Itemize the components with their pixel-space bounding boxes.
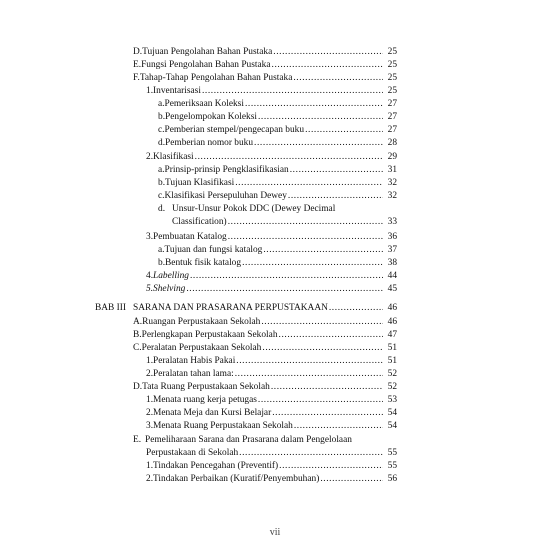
- toc-page: 52: [387, 369, 397, 379]
- leader-dots: [292, 72, 383, 84]
- toc-text-continued: Perpustakaan di Sekolah: [146, 448, 239, 458]
- toc-text: Pemberian nomor buku: [165, 138, 254, 148]
- toc-page: 55: [387, 448, 397, 458]
- leader-dots: [253, 137, 383, 149]
- toc-marker: 2.: [146, 408, 154, 418]
- toc-page: 54: [387, 408, 397, 418]
- toc-marker: 1.: [146, 86, 154, 96]
- toc-marker: 1.: [146, 356, 154, 366]
- leader-dots: [319, 473, 383, 485]
- toc-text: Klasifikasi Persepuluhan Dewey: [164, 191, 287, 201]
- toc-page: 47: [387, 330, 397, 340]
- toc-marker: 2.: [146, 369, 154, 379]
- toc-entry-d[interactable]: [133, 46, 397, 58]
- leader-dots: [194, 151, 383, 163]
- toc-marker: 2.: [146, 152, 154, 162]
- toc-marker: a.: [158, 99, 165, 109]
- toc-text: Tujuan dan fungsi katalog: [164, 245, 263, 255]
- toc-page: 55: [387, 461, 397, 471]
- toc-marker: c.: [158, 125, 165, 135]
- toc-entry-d23[interactable]: [146, 420, 397, 432]
- leader-dots: [262, 244, 383, 256]
- toc-marker: b.: [158, 258, 166, 268]
- toc-page: 36: [387, 232, 397, 242]
- toc-text: Pengelompokan Koleksi: [165, 112, 257, 122]
- leader-dots: [278, 460, 383, 472]
- toc-entry-e2[interactable]: [133, 434, 397, 446]
- toc-page: 27: [387, 112, 397, 122]
- toc-text: Bentuk fisik katalog: [165, 258, 242, 268]
- leader-dots: [244, 98, 383, 110]
- toc-marker: 1.: [146, 461, 154, 471]
- leader-dots: [227, 231, 383, 243]
- toc-entry-f3a[interactable]: [158, 244, 397, 256]
- toc-entry-f2d[interactable]: [158, 203, 397, 215]
- toc-entry-d2[interactable]: [133, 381, 397, 393]
- toc-marker: d.: [158, 204, 166, 214]
- toc-page: 31: [387, 165, 397, 175]
- toc-page: 33: [387, 217, 397, 227]
- toc-entry-f1[interactable]: [146, 85, 397, 97]
- toc-page: 25: [387, 73, 397, 83]
- toc-marker: 2.: [146, 474, 154, 484]
- toc-text: Pemeriksaan Koleksi: [164, 99, 244, 109]
- toc-marker: C.: [133, 343, 142, 353]
- leader-dots: [241, 257, 383, 269]
- toc-entry-f1b[interactable]: [158, 111, 397, 123]
- toc-marker: b.: [158, 112, 166, 122]
- toc-text: Fungsi Pengolahan Bahan Pustaka: [141, 60, 271, 70]
- toc-page: 51: [387, 343, 397, 353]
- toc-text: Peralatan Habis Pakai: [153, 356, 236, 366]
- toc-page: 25: [387, 47, 397, 57]
- leader-dots: [278, 329, 383, 341]
- toc-page: 27: [387, 125, 397, 135]
- toc-text: Shelving: [153, 284, 186, 294]
- toc-entry-c1[interactable]: [146, 355, 397, 367]
- toc-page: 52: [387, 382, 397, 392]
- toc-entry-f2[interactable]: [146, 151, 397, 163]
- toc-page: 46: [387, 317, 397, 327]
- toc-text: Tujuan Klasifikasi: [165, 178, 235, 188]
- toc-marker: D.: [133, 382, 143, 392]
- leader-dots: [270, 381, 383, 393]
- toc-text-continued: Classification): [172, 217, 227, 227]
- toc-page: 25: [387, 60, 397, 70]
- toc-text: Inventarisasi: [153, 86, 201, 96]
- toc-entry-c2[interactable]: [146, 368, 397, 380]
- toc-marker: F.: [133, 73, 140, 83]
- leader-dots: [260, 316, 383, 328]
- toc-marker: A.: [133, 317, 143, 327]
- toc-entry-d21[interactable]: [146, 394, 397, 406]
- toc-entry-d22[interactable]: [146, 407, 397, 419]
- chapter-title: SARANA DAN PRASARANA PERPUSTAKAAN: [133, 303, 328, 313]
- leader-dots: [227, 216, 383, 228]
- toc-page: 54: [387, 421, 397, 431]
- toc-entry-c[interactable]: [133, 342, 397, 354]
- leader-dots: [271, 407, 383, 419]
- toc-entry-e2-cont[interactable]: [146, 447, 397, 459]
- toc-page: 28: [387, 138, 397, 148]
- toc-text: Prinsip-prinsip Pengklasifikasian: [164, 165, 289, 175]
- toc-text: Labelling: [153, 271, 189, 281]
- leader-dots: [185, 283, 383, 295]
- toc-text: Tujuan Pengolahan Bahan Pustaka: [142, 47, 273, 57]
- toc-marker: B.: [133, 330, 142, 340]
- toc-page: 32: [387, 178, 397, 188]
- toc-entry-f4[interactable]: [146, 270, 397, 282]
- toc-text: Perlengkapan Perpustakaan Sekolah: [141, 330, 278, 340]
- toc-entry-e21[interactable]: [146, 460, 397, 472]
- toc-text: Tindakan Perbaikan (Kuratif/Penyembuhan): [153, 474, 320, 484]
- leader-dots: [234, 368, 383, 380]
- toc-entry-f5[interactable]: [146, 283, 397, 295]
- toc-page: 45: [387, 284, 397, 294]
- toc-page: 27: [387, 99, 397, 109]
- toc-marker: 4.: [146, 271, 154, 281]
- toc-marker: c.: [158, 191, 165, 201]
- leader-dots: [261, 342, 383, 354]
- toc-marker: 3.: [146, 232, 154, 242]
- toc-entry-f2d-cont[interactable]: [172, 216, 397, 228]
- toc-text: Tata Ruang Perpustakaan Sekolah: [142, 382, 270, 392]
- leader-dots: [234, 177, 383, 189]
- leader-dots: [189, 270, 383, 282]
- leader-dots: [201, 85, 383, 97]
- leader-dots: [257, 394, 383, 406]
- toc-text: Tindakan Pencegahan (Preventif): [153, 461, 279, 471]
- toc-entry-f1c[interactable]: [158, 124, 397, 136]
- toc-entry-f1a[interactable]: [158, 98, 397, 110]
- toc-page: 56: [387, 474, 397, 484]
- leader-dots: [238, 447, 383, 459]
- toc-entry-bab3[interactable]: [133, 302, 397, 314]
- toc-text: Tahap-Tahap Pengolahan Bahan Pustaka: [139, 73, 293, 83]
- toc-marker: E.: [133, 60, 142, 70]
- toc-page: 46: [387, 303, 397, 313]
- toc-marker: 3.: [146, 421, 154, 431]
- leader-dots: [271, 59, 384, 71]
- toc-entry-f[interactable]: [133, 72, 397, 84]
- toc-page: 38: [387, 258, 397, 268]
- toc-entry-f2a[interactable]: [158, 164, 397, 176]
- toc-marker: b.: [158, 178, 166, 188]
- toc-page: 25: [387, 86, 397, 96]
- toc-marker: a.: [158, 165, 165, 175]
- toc-text: Menata Meja dan Kursi Belajar: [153, 408, 272, 418]
- toc-text: Menata ruang kerja petugas: [153, 395, 257, 405]
- toc-page: 44: [387, 271, 397, 281]
- leader-dots: [289, 164, 383, 176]
- toc-text: Peralatan tahan lama:: [153, 369, 234, 379]
- toc-text: Unsur-Unsur Pokok DDC (Dewey Decimal: [172, 204, 336, 214]
- toc-entry-e22[interactable]: [146, 473, 397, 485]
- leader-dots: [257, 111, 383, 123]
- toc-entry-e[interactable]: [133, 59, 397, 71]
- toc-text: Pemberian stempel/pengecapan buku: [164, 125, 305, 135]
- toc-text: Pembuatan Katalog: [153, 232, 227, 242]
- toc-marker: D.: [133, 47, 143, 57]
- leader-dots: [272, 46, 383, 58]
- toc-marker: 1.: [146, 395, 154, 405]
- page-number: vii: [269, 527, 281, 538]
- toc-text: Menata Ruang Perpustakaan Sekolah: [153, 421, 293, 431]
- leader-dots: [304, 124, 383, 136]
- leader-dots: [287, 190, 383, 202]
- toc-marker: 5.: [146, 284, 154, 294]
- toc-entry-f3[interactable]: [146, 231, 397, 243]
- toc-entry-f2c[interactable]: [158, 190, 397, 202]
- toc-page: 29: [387, 152, 397, 162]
- toc-text: Ruangan Perpustakaan Sekolah: [142, 317, 261, 327]
- toc-entry-f1d[interactable]: [158, 137, 397, 149]
- toc-page: 53: [387, 395, 397, 405]
- toc-marker: d.: [158, 138, 166, 148]
- toc-entry-b[interactable]: [133, 329, 397, 341]
- toc-page: 51: [387, 356, 397, 366]
- leader-dots: [293, 420, 383, 432]
- toc-entry-f3b[interactable]: [158, 257, 397, 269]
- leader-dots: [328, 302, 383, 314]
- toc-text: Pemeliharaan Sarana dan Prasarana dalam Pengelolaan: [145, 435, 352, 445]
- toc-marker: a.: [158, 245, 165, 255]
- toc-entry-f2b[interactable]: [158, 177, 397, 189]
- toc-page: 32: [387, 191, 397, 201]
- leader-dots: [235, 355, 383, 367]
- chapter-label: BAB III: [95, 303, 126, 313]
- toc-page: 37: [387, 245, 397, 255]
- toc-entry-a[interactable]: [133, 316, 397, 328]
- toc-text: Klasifikasi: [153, 152, 194, 162]
- toc-marker: E.: [133, 435, 142, 445]
- toc-text: Peralatan Perpustakaan Sekolah: [141, 343, 262, 353]
